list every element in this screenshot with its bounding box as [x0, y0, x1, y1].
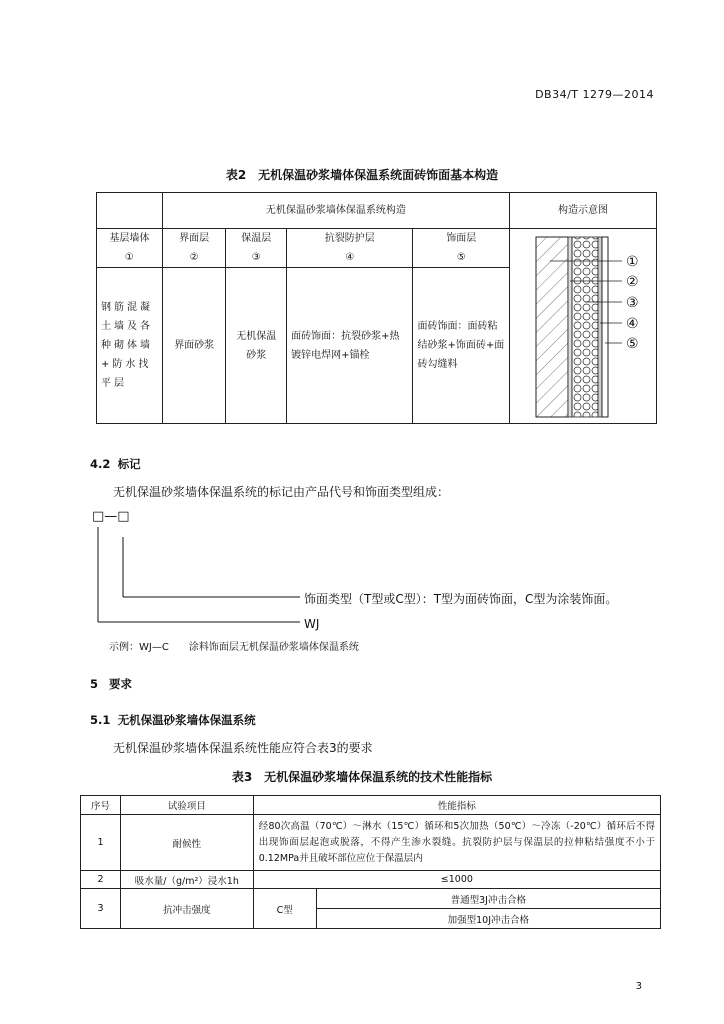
- diagram-label: ②: [625, 274, 639, 290]
- crack-resistant-layer: [598, 237, 602, 417]
- table3-row-spec: 加强型10J冲击合格: [316, 909, 660, 929]
- table3-row-type: C型: [253, 889, 316, 929]
- section-4-2: 4.2 标记: [90, 457, 141, 471]
- table3-row-no: 1: [81, 815, 121, 871]
- table2-interface: 界面砂浆: [162, 268, 226, 424]
- table2-base-wall: 钢筋混凝土墙及各种砌体墙+防水找平层: [97, 268, 163, 424]
- table3-caption: 表3 无机保温砂浆墙体保温系统的技术性能指标: [231, 770, 493, 784]
- interface-layer: [568, 237, 572, 417]
- base-wall-layer: [536, 237, 568, 417]
- table2-finish: 面砖饰面：面砖粘结砂浆+饰面砖+面砖勾缝料: [413, 268, 510, 424]
- table2-col-layer: 界面层 ②: [162, 229, 226, 268]
- diagram-label: ⑤: [625, 336, 639, 352]
- diagram-label: ③: [625, 295, 639, 311]
- section-5: 5 要求: [90, 677, 132, 691]
- table2-diagram-cell: [509, 229, 656, 424]
- mark-product-code: WJ: [304, 617, 320, 631]
- table2-insulation: 无机保温砂浆: [226, 268, 287, 424]
- table3: [80, 795, 661, 929]
- wall-construction-diagram: [510, 231, 656, 421]
- mark-example: 示例：WJ—C 涂料饰面层无机保温砂浆墙体保温系统: [109, 642, 359, 653]
- page-number: 3: [635, 981, 642, 992]
- table2-col-layer: 抗裂防护层 ④: [287, 229, 413, 268]
- table2-crack: 面砖饰面：抗裂砂浆+热镀锌电焊网+锚栓: [287, 268, 413, 424]
- table3-row-spec: 经80次高温（70℃）～淋水（15℃）循环和5次加热（50℃）～冷冻（-20℃）循环后不得出现饰面层起泡或脱落，不得产生渗水裂缝。抗裂防护层与保温层的拉伸粘结强度不小于0.12MPa并且破坏部位应位于保温层内: [253, 815, 660, 871]
- mark-code: □—□: [92, 509, 130, 524]
- diagram-label: ④: [625, 316, 639, 332]
- table3-header: 序号: [81, 796, 121, 815]
- requirement-paragraph: 无机保温砂浆墙体保温系统性能应符合表3的要求: [113, 741, 373, 755]
- insulation-layer: [572, 237, 598, 417]
- table2-col-group: 无机保温砂浆墙体保温系统构造: [162, 193, 509, 229]
- table2-col-layer: 保温层 ③: [226, 229, 287, 268]
- section-5-1: 5.1 无机保温砂浆墙体保温系统: [90, 713, 256, 727]
- table3-header: 试验项目: [120, 796, 253, 815]
- table2-col-diagram: 构造示意图: [509, 193, 656, 229]
- table3-row-spec: ≤1000: [253, 871, 660, 889]
- mark-bracket-lines: [90, 527, 330, 627]
- table2-caption: 表2 无机保温砂浆墙体保温系统面砖饰面基本构造: [225, 168, 499, 182]
- table2-col-layer: 饰面层 ⑤: [413, 229, 510, 268]
- tile-finish-layer: [602, 237, 608, 417]
- table2: [96, 192, 657, 424]
- table3-row-no: 3: [81, 889, 121, 929]
- mark-paragraph: 无机保温砂浆墙体保温系统的标记由产品代号和饰面类型组成：: [113, 485, 450, 499]
- table2-empty-corner: [97, 193, 163, 229]
- table3-row-item: 耐候性: [120, 815, 253, 871]
- mark-finish-type: 饰面类型（T型或C型）：T型为面砖饰面，C型为涂装饰面。: [304, 592, 618, 606]
- doc-header-code: DB34/T 1279—2014: [535, 88, 654, 101]
- table3-row-item: 抗冲击强度: [120, 889, 253, 929]
- table3-header: 性能指标: [253, 796, 660, 815]
- table2-col-base: 基层墙体 ①: [97, 229, 163, 268]
- table3-row-item: 吸水量/（g/m²）浸水1h: [120, 871, 253, 889]
- table3-row-spec: 普通型3J冲击合格: [316, 889, 660, 909]
- diagram-label: ①: [625, 254, 639, 270]
- table3-row-no: 2: [81, 871, 121, 889]
